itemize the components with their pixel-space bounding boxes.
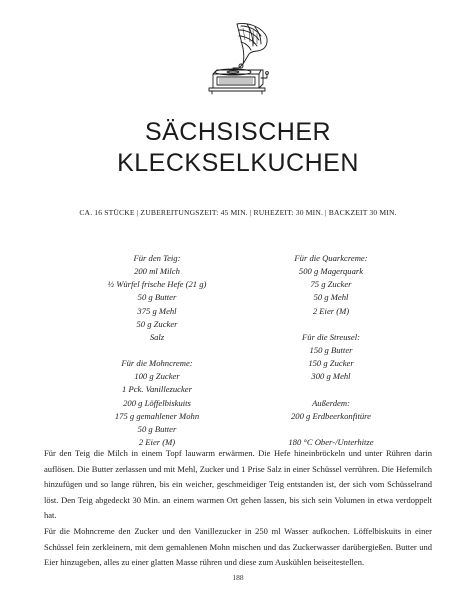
ingredient-line: 150 g Zucker — [308, 358, 354, 369]
ingredient-line: Für die Mohncreme: — [121, 358, 193, 369]
ingredient-line: Für die Streusel: — [302, 331, 360, 342]
ingredient-line: 200 g Löffelbiskuits — [123, 397, 191, 408]
ingredient-line: 175 g gemahlener Mohn — [114, 410, 200, 421]
recipe-title-line-2: KLECKSELKUCHEN — [117, 149, 359, 177]
ingredient-line: 2 Eier (M) — [312, 305, 350, 316]
ingredients-left-column — [62, 252, 252, 449]
instruction-paragraph: Für die Mohncreme den Zucker und den Vanillezucker in 250 ml Wasser aufkochen. Löffelbiskuits in einer Schüssel fein zerkleinern, mit dem gemahlenen Mohn mischen und das Zuckerwasser darübergießen. Butter und Eier hinzugeben, alles zu einer glatten Masse rühren und diese zum Auskühlen beiseitestellen. — [44, 525, 432, 568]
ingredient-line: 180 °C Ober-/Unterhitze — [288, 436, 374, 447]
ingredient-spacer — [236, 423, 426, 436]
instruction-paragraph: Für den Teig die Milch in einem Topf lauwarm erwärmen. Die Hefe hineinbröckeln und unter Rühren darin auflösen. Die Butter zerlassen und mit Mehl, Zucker und 1 Prise Salz in einer Schüssel verrühren. Die Hefemilch hinzufügen und so lange rühren, bis ein weicher, geschmeidiger Teig entstanden ist, der sich vom Schüsselrand löst. Den Teig abgedeckt 30 Min. an einem warmen Ort gehen lassen, bis sich sein Volumen in etwa verdoppelt hat. — [44, 448, 432, 521]
instructions-text — [44, 446, 432, 571]
ingredient-line: Für den Teig: — [133, 253, 181, 263]
ingredient-line: 375 g Mehl — [137, 305, 177, 316]
ingredient-line: 50 g Mehl — [313, 292, 349, 303]
gramophone-logo-icon — [203, 20, 273, 102]
ingredient-line: 300 g Mehl — [311, 371, 351, 382]
ingredient-line: ½ Würfel frische Hefe (21 g) — [107, 279, 207, 290]
ingredient-line: 2 Eier (M) — [138, 436, 176, 447]
ingredient-line: 200 g Erdbeerkonfitüre — [290, 410, 372, 421]
ingredients-right-column — [236, 252, 426, 449]
recipe-meta-info: CA. 16 STÜCKE | ZUBEREITUNGSZEIT: 45 MIN. | RUHEZEIT: 30 MIN. | BACKZEIT 30 MIN. — [79, 208, 397, 217]
ingredient-line: Für die Quarkcreme: — [294, 253, 368, 263]
recipe-title-line-1: SÄCHSISCHER — [144, 118, 332, 146]
ingredient-line: 200 ml Milch — [134, 266, 180, 277]
ingredient-line: 100 g Zucker — [134, 371, 180, 382]
ingredient-line: 1 Pck. Vanillezucker — [122, 384, 192, 395]
ingredient-spacer — [62, 344, 252, 357]
ingredient-line: 150 g Butter — [309, 344, 353, 355]
page-number: 188 — [232, 573, 244, 582]
ingredient-line: 75 g Zucker — [310, 279, 352, 290]
ingredient-line: Salz — [149, 331, 165, 342]
ingredient-line: 50 g Zucker — [136, 318, 178, 329]
ingredient-spacer — [236, 318, 426, 331]
ingredient-line: 500 g Magerquark — [298, 266, 364, 277]
ingredient-line: Außerdem: — [312, 397, 350, 408]
ingredient-line: 50 g Butter — [137, 292, 177, 303]
ingredient-spacer — [236, 383, 426, 396]
ingredient-line: 50 g Butter — [137, 423, 177, 434]
